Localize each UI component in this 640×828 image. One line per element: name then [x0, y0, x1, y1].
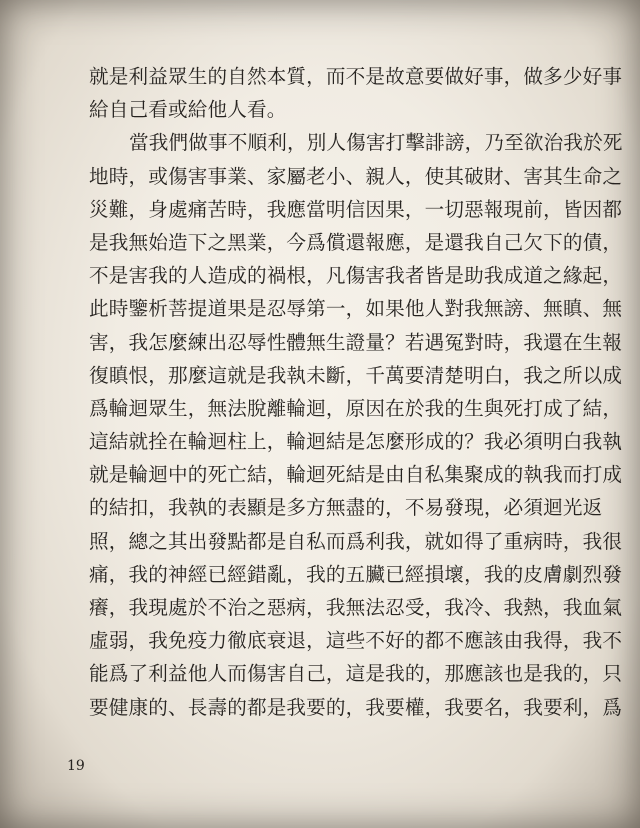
text-line: 的結扣，我執的表顯是多方無盡的，不易發現，必須迴光返: [89, 496, 603, 520]
text-line: 此時鑒析菩提道果是忍辱第一，如果他人對我無謗、無瞋、無: [89, 297, 623, 321]
text-line: 災難，身處痛苦時，我應當明信因果，一切惡報現前，皆因都: [89, 197, 623, 221]
text-line: 要健康的、長壽的都是我要的，我要權，我要名，我要利，爲: [89, 695, 623, 719]
page-number: 19: [67, 758, 85, 774]
text-line: 地時，或傷害事業、家屬老小、親人，使其破財、害其生命之: [89, 164, 623, 188]
text-line: 給自己看或給他人看。: [89, 98, 287, 122]
text-line: 不是害我的人造成的禍根，凡傷害我者皆是助我成道之緣起，: [89, 264, 623, 288]
body-text: [89, 60, 623, 724]
text-line: 這結就拴在輪迴柱上，輪迴結是怎麼形成的？我必須明白我執: [89, 430, 623, 454]
text-line: 虛弱，我免疫力徹底衰退，這些不好的都不應該由我得，我不: [89, 629, 623, 653]
text-line: 就是輪迴中的死亡結，輪迴死結是由自私集聚成的執我而打成: [89, 463, 623, 487]
text-line: 害，我怎麼練出忍辱性體無生證量？若遇冤對時，我還在生報: [89, 330, 623, 354]
text-line: 照，總之其出發點都是自私而爲利我，就如得了重病時，我很: [89, 529, 623, 553]
text-line: 爲輪迴眾生，無法脫離輪迴，原因在於我的生與死打成了結，: [89, 396, 623, 420]
text-line: 癢，我現處於不治之惡病，我無法忍受，我冷、我熱，我血氣: [89, 596, 623, 619]
text-line: 痛，我的神經已經錯亂，我的五臟已經損壞，我的皮膚劇烈發: [89, 562, 623, 586]
text-line: 就是利益眾生的自然本質，而不是故意要做好事，做多少好事: [89, 65, 623, 88]
text-line: 能爲了利益他人而傷害自己，這是我的，那應該也是我的，只: [89, 662, 623, 686]
text-line: 是我無始造下之黑業，今爲償還報應，是還我自己欠下的債，: [89, 230, 623, 254]
text-line: 復瞋恨，那麼這就是我執未斷，千萬要清楚明白，我之所以成: [89, 363, 623, 387]
text-line: 當我們做事不順利，別人傷害打擊誹謗，乃至欲治我於死: [129, 131, 623, 155]
